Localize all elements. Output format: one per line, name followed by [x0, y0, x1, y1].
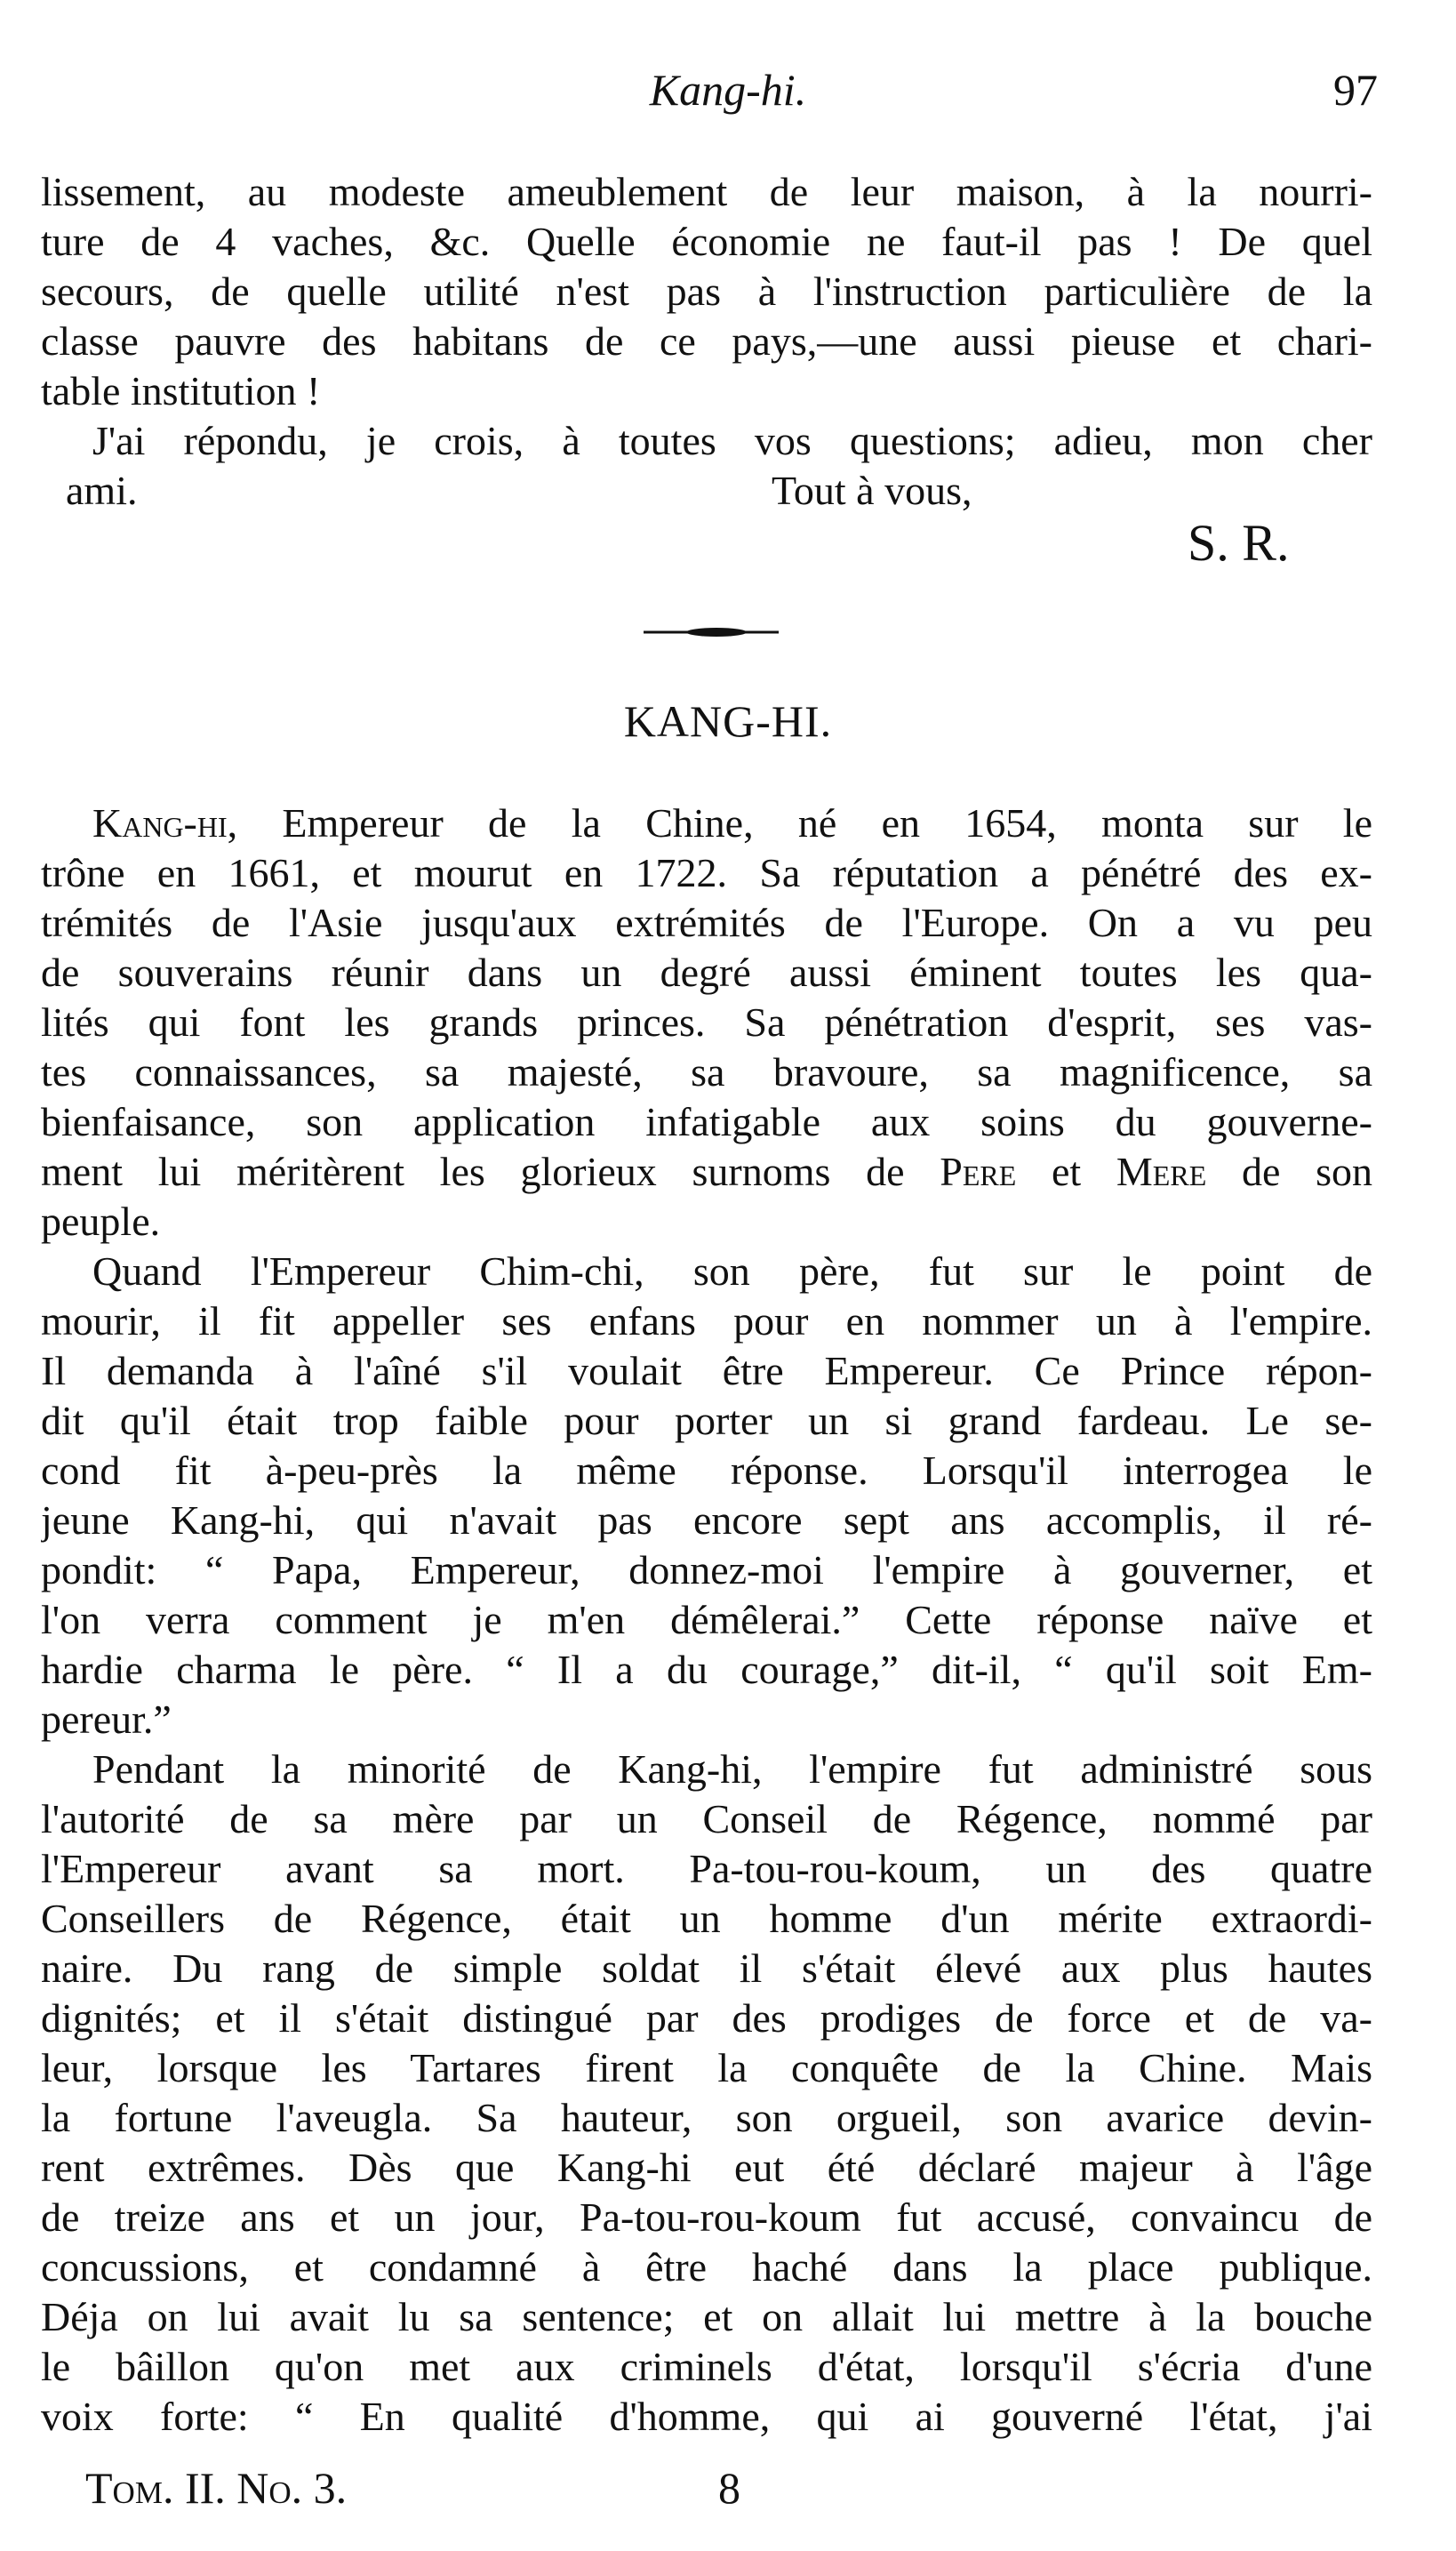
article-line: jeune Kang-hi, qui n'avait pas encore sept ans accomplis, il ré-: [41, 1497, 1372, 1543]
article-line: Déja on lui avait lu sa sentence; et on allait lui mettre à la bouche: [41, 2294, 1372, 2339]
running-header: [0, 64, 1456, 126]
article-line: hardie charma le père. “ Il a du courage,” dit-il, “ qu'il soit Em-: [41, 1647, 1372, 1692]
lead-name: Kang-hi: [92, 800, 228, 846]
article-line: la fortune l'aveugla. Sa hauteur, son orgueil, son avarice devin-: [41, 2095, 1372, 2140]
article-line: lités qui font les grands princes. Sa pénétration d'esprit, ses vas-: [41, 999, 1372, 1045]
article-line: peuple.: [41, 1199, 161, 1244]
smallcaps-pere: Pere: [940, 1149, 1017, 1194]
article-line: Pendant la minorité de Kang-hi, l'empire fut administré sous: [92, 1746, 1372, 1792]
article-line-text: , Empereur de la Chine, né en 1654, monta sur le: [227, 800, 1372, 846]
article-line-tail: de son: [1206, 1149, 1372, 1194]
article-line: pereur.”: [41, 1697, 172, 1742]
article-line: de treize ans et un jour, Pa-tou-rou-koum fut accusé, convaincu de: [41, 2194, 1372, 2240]
letter-line: table institution !: [41, 368, 321, 413]
signature-mark: 8: [718, 2463, 740, 2513]
letter-line: lissement, au modeste ameublement de leur maison, à la nourri-: [41, 169, 1372, 214]
conjunction: et: [1016, 1149, 1116, 1194]
article-line: dit qu'il était trop faible pour porter un si grand fardeau. Le se-: [41, 1398, 1372, 1443]
article-line: Il demanda à l'aîné s'il voulait être Empereur. Ce Prince répon-: [41, 1348, 1372, 1393]
letter-line: classe pauvre des habitans de ce pays,—une aussi pieuse et chari-: [41, 318, 1372, 364]
letter-signature: S. R.: [1188, 514, 1290, 572]
letter-closing-left: ami.: [66, 468, 138, 513]
article-line: l'autorité de sa mère par un Conseil de Régence, nommé par: [41, 1796, 1372, 1841]
article-line: tes connaissances, sa majesté, sa bravoure, sa magnificence, sa: [41, 1049, 1372, 1095]
article-line: cond fit à-peu-près la même réponse. Lorsqu'il interrogea le: [41, 1448, 1372, 1493]
article-line: l'Empereur avant sa mort. Pa-tou-rou-koum, un des quatre: [41, 1846, 1372, 1891]
section-divider-ornament: [640, 622, 782, 642]
article-line: mourir, il fit appeller ses enfans pour en nommer un à l'empire.: [41, 1298, 1372, 1344]
article-line: trône en 1661, et mourut en 1722. Sa réputation a pénétré des ex-: [41, 850, 1372, 895]
letter-line: secours, de quelle utilité n'est pas à l'instruction particulière de la: [41, 269, 1372, 314]
article-line: [41, 798, 1372, 848]
article-line: leur, lorsque les Tartares firent la conquête de la Chine. Mais: [41, 2045, 1372, 2090]
letter-closing-right: Tout à vous,: [772, 468, 972, 513]
article-title: KANG-HI.: [623, 696, 833, 746]
article-line: Quand l'Empereur Chim-chi, son père, fut sur le point de: [92, 1248, 1372, 1294]
article-line: concussions, et condamné à être haché dans la place publique.: [41, 2244, 1372, 2290]
article-line: voix forte: “ En qualité d'homme, qui ai gouverné l'état, j'ai: [41, 2394, 1372, 2439]
article-line: dignités; et il s'était distingué par des prodiges de force et de va-: [41, 1995, 1372, 2041]
article-line: l'on verra comment je m'en démêlerai.” Cette réponse naïve et: [41, 1597, 1372, 1642]
page-number: 97: [1333, 65, 1378, 115]
article-line: rent extrêmes. Dès que Kang-hi eut été déclaré majeur à l'âge: [41, 2145, 1372, 2190]
letter-line: ture de 4 vaches, &c. Quelle économie ne faut-il pas ! De quel: [41, 219, 1372, 264]
article-line: trémités de l'Asie jusqu'aux extrémités de l'Europe. On a vu peu: [41, 900, 1372, 945]
smallcaps-mere: Mere: [1116, 1149, 1207, 1194]
article-line: Conseillers de Régence, était un homme d'un mérite extraordi-: [41, 1896, 1372, 1941]
volume-footer: Tom. II. No. 3.: [85, 2463, 348, 2513]
article-line: de souverains réunir dans un degré aussi éminent toutes les qua-: [41, 950, 1372, 995]
article-line: naire. Du rang de simple soldat il s'était élevé aux plus hautes: [41, 1945, 1372, 1991]
article-line: le bâillon qu'on met aux criminels d'état, lorsqu'il s'écria d'une: [41, 2344, 1372, 2389]
letter-line: J'ai répondu, je crois, à toutes vos questions; adieu, mon cher: [92, 418, 1372, 463]
article-line: [41, 1147, 1372, 1197]
article-line-text: ment lui méritèrent les glorieux surnoms de: [41, 1149, 940, 1194]
article-line: pondit: “ Papa, Empereur, donnez-moi l'empire à gouverner, et: [41, 1547, 1372, 1592]
running-title: Kang-hi.: [649, 65, 807, 115]
article-line: bienfaisance, son application infatigable aux soins du gouverne-: [41, 1099, 1372, 1144]
